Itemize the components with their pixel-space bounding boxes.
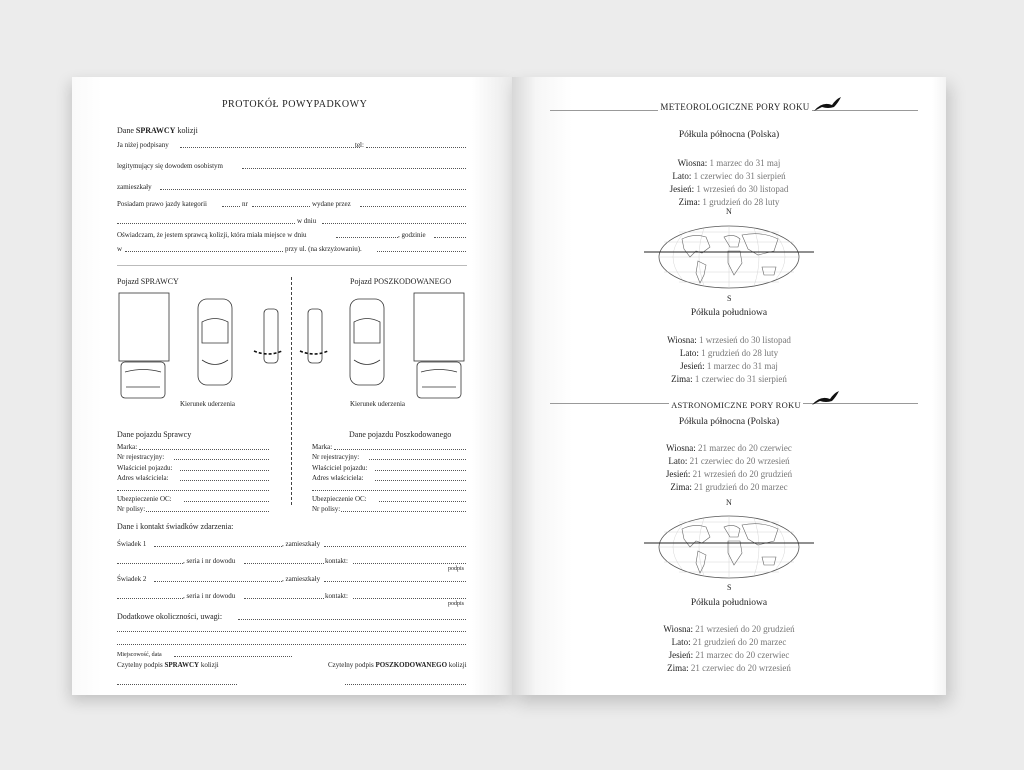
astro-title-wrap: [512, 395, 946, 413]
label-swiadek-2: Świadek 2: [117, 575, 147, 583]
label-zamieszkaly: zamieszkały: [117, 183, 152, 191]
signature-poszkodowanego-field[interactable]: [345, 684, 466, 685]
witness-1-name-field[interactable]: [154, 546, 282, 547]
season-row: [604, 636, 854, 649]
label-seria-1: , seria i nr dowodu: [183, 557, 236, 565]
witness-1-address-cont-field[interactable]: [117, 563, 183, 564]
witness-1-address-field[interactable]: [324, 546, 466, 547]
vehicle-field-label: Nr polisy:: [312, 505, 341, 513]
meteo-title-wrap: [512, 97, 946, 115]
season-name: Zima:: [670, 482, 692, 492]
meteo-north-list: [604, 157, 854, 209]
astro-north-title: Półkula północna (Polska): [678, 417, 780, 427]
label-kontakt-2: kontakt:: [325, 592, 348, 600]
season-name: Wiosna:: [663, 624, 693, 634]
page-title: PROTOKÓŁ POWYPADKOWY: [222, 99, 368, 110]
season-range: 1 grudzień do 28 luty: [698, 348, 779, 358]
season-row: [604, 662, 854, 675]
label-posiadam: Posiadam prawo jazdy kategorii: [117, 200, 208, 208]
astro-north-list: [604, 442, 854, 494]
vehicle-field-label: Nr rejestracyjny:: [117, 453, 165, 461]
witness-2-contact-field[interactable]: [353, 598, 466, 599]
dodatkowe-label: Dodatkowe okoliczności, uwagi:: [117, 612, 223, 621]
label-podpis-poszkodowanego: Czytelny podpis POSZKODOWANEGO kolizji: [328, 661, 467, 669]
left-page-accident-report: [72, 77, 512, 695]
season-name: Zima:: [667, 663, 689, 673]
label-zamieszkaly-w1: , zamieszkały: [282, 540, 321, 548]
label-oswiadczam: Oświadczam, że jestem sprawcą kolizji, która miała miejsce w dniu: [117, 231, 307, 239]
vehicle-field-label: Nr polisy:: [117, 505, 146, 513]
north-label-1: N: [726, 207, 732, 216]
car-top-icon-2: [350, 299, 384, 385]
label-zamieszkaly-w2: , zamieszkały: [282, 575, 321, 583]
label-ja-nizej: Ja niżej podpisany: [117, 141, 169, 149]
season-name: Wiosna:: [677, 158, 708, 168]
label-przy-ul: przy ul. (na skrzyżowaniu).: [285, 245, 362, 253]
astro-south-list: [604, 623, 854, 675]
season-range: 1 wrzesień do 30 listopad: [696, 335, 791, 345]
south-label-1: S: [727, 294, 732, 303]
vehicle-field-input[interactable]: [341, 511, 466, 512]
vehicle-address-cont-input[interactable]: [312, 490, 466, 491]
witness-2-name-field[interactable]: [154, 581, 282, 582]
truck-body-icon: [119, 293, 169, 361]
vehicle-field-label: Właściciel pojazdu:: [312, 464, 368, 472]
season-name: Jesień:: [665, 469, 691, 479]
vehicle-field-label: Adres właściciela:: [117, 474, 169, 482]
vehicle-field-input[interactable]: [369, 459, 466, 460]
vehicle-field-input[interactable]: [180, 480, 269, 481]
season-range: 21 grudzień do 20 marzec: [690, 637, 787, 647]
season-name: Wiosna:: [666, 443, 696, 453]
signature-sprawcy-field[interactable]: [117, 684, 237, 685]
label-legitymujacy: legitymujący się dowodem osobistym: [117, 162, 223, 170]
witness-2-address-cont-field[interactable]: [117, 598, 183, 599]
meteo-title: METEOROLOGICZNE PORY ROKU: [660, 102, 810, 112]
season-row: [604, 360, 854, 373]
dane-pojazdu-poszkodowanego: Dane pojazdu Poszkodowanego: [349, 430, 452, 439]
remarks-field-1[interactable]: [238, 619, 466, 620]
swallow-icon-2: [810, 389, 840, 411]
season-name: Lato:: [679, 348, 699, 358]
witness-2-id-field[interactable]: [244, 598, 324, 599]
north-label-2: N: [726, 498, 732, 507]
season-range: 21 wrzesień do 20 grudzień: [692, 624, 795, 634]
remarks-field-2[interactable]: [117, 631, 466, 632]
season-row: [604, 170, 854, 183]
season-name: Lato:: [672, 171, 692, 181]
season-name: Wiosna:: [667, 335, 697, 345]
label-tel: tel:: [355, 141, 364, 149]
season-range: 1 czerwiec do 31 sierpień: [692, 374, 787, 384]
season-row: [604, 468, 854, 481]
label-godzinie: , godzinie: [398, 231, 426, 239]
season-row: [604, 157, 854, 170]
truck-cab-icon-2: [417, 362, 461, 398]
season-range: 21 marzec do 20 czerwiec: [695, 443, 792, 453]
label-miejscowosc: Miejscowość, data: [117, 652, 162, 658]
vehicle-field-label: Ubezpieczenie OC:: [312, 495, 367, 503]
car-window-icon: [202, 319, 228, 365]
season-row: [604, 481, 854, 494]
car-top-icon: [198, 299, 232, 385]
witness-1-id-field[interactable]: [244, 563, 324, 564]
season-name: Jesień:: [680, 361, 705, 371]
label-wydane: wydane przez: [312, 200, 351, 208]
season-range: 21 grudzień do 20 marzec: [691, 482, 788, 492]
season-row: [604, 347, 854, 360]
season-range: 1 marzec do 31 maj: [704, 361, 778, 371]
vehicle-address-cont-input[interactable]: [117, 490, 269, 491]
season-name: Zima:: [671, 374, 693, 384]
vehicle-diagrams: [72, 77, 512, 407]
vehicle-field-input[interactable]: [180, 470, 269, 471]
truck-windshield-icon-2: [421, 370, 457, 388]
vehicle-field-input[interactable]: [174, 459, 269, 460]
vehicle-poszkodowanego-label: Pojazd POSZKODOWANEGO: [350, 277, 452, 286]
vehicle-field-input[interactable]: [146, 511, 269, 512]
label-nr: nr: [242, 200, 248, 208]
dane-pojazdu-sprawcy: Dane pojazdu Sprawcy: [117, 430, 192, 439]
vehicle-field-input[interactable]: [334, 449, 466, 450]
label-podpis-sprawcy: Czytelny podpis SPRAWCY kolizji: [117, 661, 219, 669]
sprawcy-heading: Dane SPRAWCY kolizji: [117, 126, 198, 135]
vehicle-field-input[interactable]: [375, 480, 466, 481]
season-name: Jesień:: [668, 650, 694, 660]
meteo-south-title: Półkula południowa: [690, 308, 768, 318]
astro-south-title: Półkula południowa: [690, 598, 768, 608]
label-kontakt-1: kontakt:: [325, 557, 348, 565]
podpis-label-2: podpis: [448, 601, 465, 607]
season-row: [604, 183, 854, 196]
vehicle-field-label: Ubezpieczenie OC:: [117, 495, 172, 503]
label-w: w: [117, 245, 123, 253]
world-map-icon: [654, 217, 804, 297]
vehicle-sprawcy-label: Pojazd SPRAWCY: [117, 277, 179, 286]
season-range: 1 marzec do 31 maj: [707, 158, 781, 168]
truck-windshield-icon: [125, 370, 161, 388]
season-row: [604, 455, 854, 468]
south-label-2: S: [727, 583, 732, 592]
season-name: Jesień:: [669, 184, 695, 194]
truck-body-icon-2: [414, 293, 464, 361]
kierunek-label-1: Kierunek uderzenia: [180, 400, 235, 408]
meteo-north-title: Półkula północna (Polska): [678, 130, 780, 140]
vehicle-field-label: Nr rejestracyjny:: [312, 453, 360, 461]
season-range: 1 wrzesień do 30 listopad: [694, 184, 789, 194]
vehicle-field-input[interactable]: [139, 449, 269, 450]
season-row: [604, 623, 854, 636]
vehicle-field-label: Marka:: [312, 443, 333, 451]
witness-2-address-field[interactable]: [324, 581, 466, 582]
vehicle-field-label: Marka:: [117, 443, 138, 451]
season-row: [604, 649, 854, 662]
vehicle-field-label: Właściciel pojazdu:: [117, 464, 173, 472]
astro-title: ASTRONOMICZNE PORY ROKU: [671, 400, 801, 410]
season-row: [604, 442, 854, 455]
kierunek-label-2: Kierunek uderzenia: [350, 400, 405, 408]
open-book: [72, 77, 946, 695]
witness-1-contact-field[interactable]: [353, 563, 466, 564]
label-swiadek-1: Świadek 1: [117, 540, 147, 548]
vehicle-field-label: Adres właściciela:: [312, 474, 364, 482]
season-row: [604, 373, 854, 386]
season-range: 21 czerwiec do 20 wrzesień: [687, 456, 790, 466]
season-name: Zima:: [678, 197, 701, 207]
vehicle-field-input[interactable]: [184, 501, 269, 502]
swallow-icon: [812, 95, 842, 117]
season-range: 1 czerwiec do 31 sierpień: [691, 171, 786, 181]
meteo-south-list: [604, 334, 854, 386]
podpis-label-1: podpis: [448, 566, 465, 572]
season-range: 21 marzec do 20 czerwiec: [693, 650, 790, 660]
impact-arc-icon-2: [300, 351, 328, 354]
vehicle-field-input[interactable]: [375, 470, 466, 471]
truck-cab-icon: [121, 362, 165, 398]
car-window-icon-2: [354, 319, 380, 365]
season-name: Lato:: [671, 637, 691, 647]
vehicle-field-input[interactable]: [379, 501, 466, 502]
season-range: 21 wrzesień do 20 grudzień: [690, 469, 793, 479]
witnesses-heading: Dane i kontakt świadków zdarzenia:: [117, 522, 234, 531]
season-row: [604, 334, 854, 347]
motorcycle-icon-2: [308, 309, 322, 363]
motorcycle-icon: [264, 309, 278, 363]
label-seria-2: , seria i nr dowodu: [183, 592, 236, 600]
world-map-icon-2: [654, 507, 804, 587]
season-range: 21 czerwiec do 20 wrzesień: [688, 663, 791, 673]
season-range: 1 grudzień do 28 luty: [700, 197, 780, 207]
label-w-dniu: w dniu: [297, 217, 317, 225]
place-date-field[interactable]: [174, 656, 292, 657]
season-name: Lato:: [668, 456, 688, 466]
remarks-field-3[interactable]: [117, 644, 466, 645]
right-page-seasons: [512, 77, 946, 695]
